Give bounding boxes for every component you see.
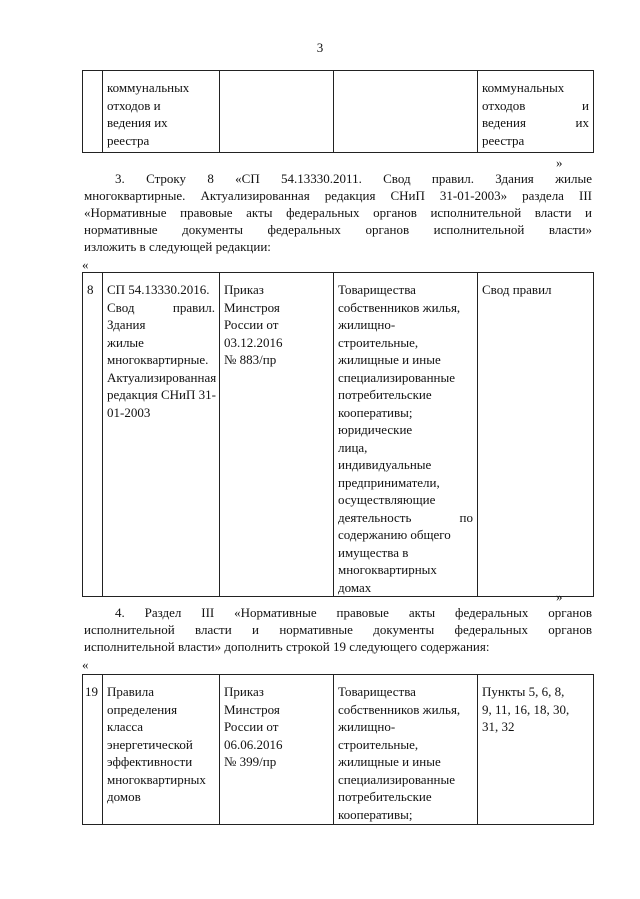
cell-line: 31, 32 <box>482 719 515 734</box>
cell-line: жилищно- <box>338 317 396 332</box>
cell-line: лица, <box>338 439 368 455</box>
cell-line: отходов и <box>482 97 589 113</box>
cell-line: домов <box>107 789 141 804</box>
cell-line: класса <box>107 719 144 734</box>
cell-line: потребительские <box>338 789 432 804</box>
cell-line: 9, 11, 16, 18, 30, <box>482 701 570 717</box>
cell-line: редакция СНиП 31- <box>107 387 216 402</box>
cell-line: эффективности <box>107 754 193 769</box>
paragraph-4 <box>84 604 592 655</box>
cell-line: жилищные и иные <box>338 352 441 367</box>
cell-line: 06.06.2016 <box>224 736 283 752</box>
table-row <box>83 273 594 597</box>
cell-line: потребительские <box>338 387 432 402</box>
cell-line: имущества в <box>338 544 409 560</box>
cell-line: специализированные <box>338 369 455 385</box>
cell-line: кооперативы; <box>338 806 413 822</box>
opening-quote: « <box>82 657 89 672</box>
page-number: 3 <box>316 40 324 55</box>
paragraph-line: изложить в следующей редакции: <box>84 239 271 254</box>
cell-line: Правила <box>107 684 155 699</box>
cell-line: деятельность по <box>338 509 473 525</box>
cell-line: Актуализированная <box>107 369 217 385</box>
cell-line: строительные, <box>338 334 419 350</box>
cell-line: 01-2003 <box>107 404 151 420</box>
paragraph-line: исполнительной власти» дополнить строкой 19 следующего содержания: <box>84 639 490 654</box>
cell-subjects <box>334 273 478 597</box>
cell-line: содержанию общего <box>338 527 451 542</box>
cell-num: 19 <box>83 675 103 825</box>
cell-line: кооперативы; <box>338 404 413 420</box>
cell-line: Свод правил <box>482 282 552 297</box>
cell-line: Товарищества <box>338 684 416 699</box>
cell-order <box>220 675 334 825</box>
cell-line: 03.12.2016 <box>224 334 283 350</box>
paragraph-line: исполнительной власти и нормативные документы федеральных органов <box>84 622 592 637</box>
table-row <box>83 71 594 153</box>
paragraph-3 <box>84 170 592 255</box>
cell-parts <box>478 273 594 597</box>
cell-line: собственников жилья, <box>338 701 461 717</box>
paragraph-line: многоквартирные. Актуализированная редакция СНиП 31-01-2003» раздела III <box>84 188 592 203</box>
cell-order <box>220 273 334 597</box>
cell-line: строительные, <box>338 736 419 752</box>
cell-line: многоквартирных <box>107 771 206 787</box>
cell-subjects <box>334 675 478 825</box>
cell-document <box>103 675 220 825</box>
cell-line: жилищные и иные <box>338 754 441 769</box>
cell-line: юридические <box>338 422 413 437</box>
cell-line: специализированные <box>338 771 455 787</box>
cell-line: коммунальных <box>482 80 565 95</box>
paragraph-line: нормативные документы федеральных органов исполнительной власти» <box>84 222 592 237</box>
cell-line: ведения их <box>107 115 168 130</box>
cell-line: № 399/пр <box>224 754 277 769</box>
table-row-19 <box>82 674 594 825</box>
cell-line: Минстроя <box>224 299 280 315</box>
table-continuation <box>82 70 594 153</box>
paragraph-line: «Нормативные правовые акты федеральных органов исполнительной власти и <box>84 205 592 220</box>
cell-subjects <box>334 71 478 153</box>
cell-document <box>103 71 220 153</box>
paragraph-line: 3. Строку 8 «СП 54.13330.2011. Свод правил. Здания жилые <box>115 171 592 186</box>
cell-parts <box>478 71 594 153</box>
cell-line: реестра <box>107 132 150 148</box>
cell-parts <box>478 675 594 825</box>
cell-line: индивидуальные <box>338 457 432 472</box>
cell-line: Приказ <box>224 282 264 297</box>
cell-line: реестра <box>482 132 525 148</box>
opening-quote: « <box>82 257 89 272</box>
table-row-8 <box>82 272 594 597</box>
cell-line: России от <box>224 719 279 734</box>
cell-line: Пункты 5, 6, 8, <box>482 684 565 699</box>
cell-line: осуществляющие <box>338 492 436 507</box>
cell-line: Товарищества <box>338 282 416 297</box>
cell-line: жилищно- <box>338 719 396 734</box>
cell-line: Свод правил. <box>107 299 215 315</box>
cell-line: СП 54.13330.2016. <box>107 282 210 297</box>
cell-line: жилые <box>107 334 144 350</box>
cell-document <box>103 273 220 597</box>
cell-line: Минстроя <box>224 701 280 717</box>
cell-num: 8 <box>83 273 103 597</box>
cell-line: Приказ <box>224 684 264 699</box>
cell-line: ведения их <box>482 115 589 130</box>
cell-line: энергетической <box>107 736 193 752</box>
cell-line: определения <box>107 701 178 717</box>
closing-quote: » <box>556 589 563 604</box>
cell-line: № 883/пр <box>224 352 277 367</box>
cell-line: России от <box>224 317 279 332</box>
cell-line: многоквартирных <box>338 562 437 577</box>
cell-num <box>83 71 103 153</box>
cell-line: многоквартирные. <box>107 352 209 367</box>
cell-line: домах <box>338 579 372 595</box>
cell-line: коммунальных <box>107 80 190 95</box>
cell-order <box>220 71 334 153</box>
paragraph-line: 4. Раздел III «Нормативные правовые акты федеральных органов <box>115 605 592 620</box>
cell-line: отходов и <box>107 97 161 113</box>
cell-line: Здания <box>107 317 146 332</box>
table-row <box>83 675 594 825</box>
closing-quote: » <box>556 155 563 170</box>
cell-line: собственников жилья, <box>338 299 461 315</box>
cell-line: предприниматели, <box>338 474 440 490</box>
